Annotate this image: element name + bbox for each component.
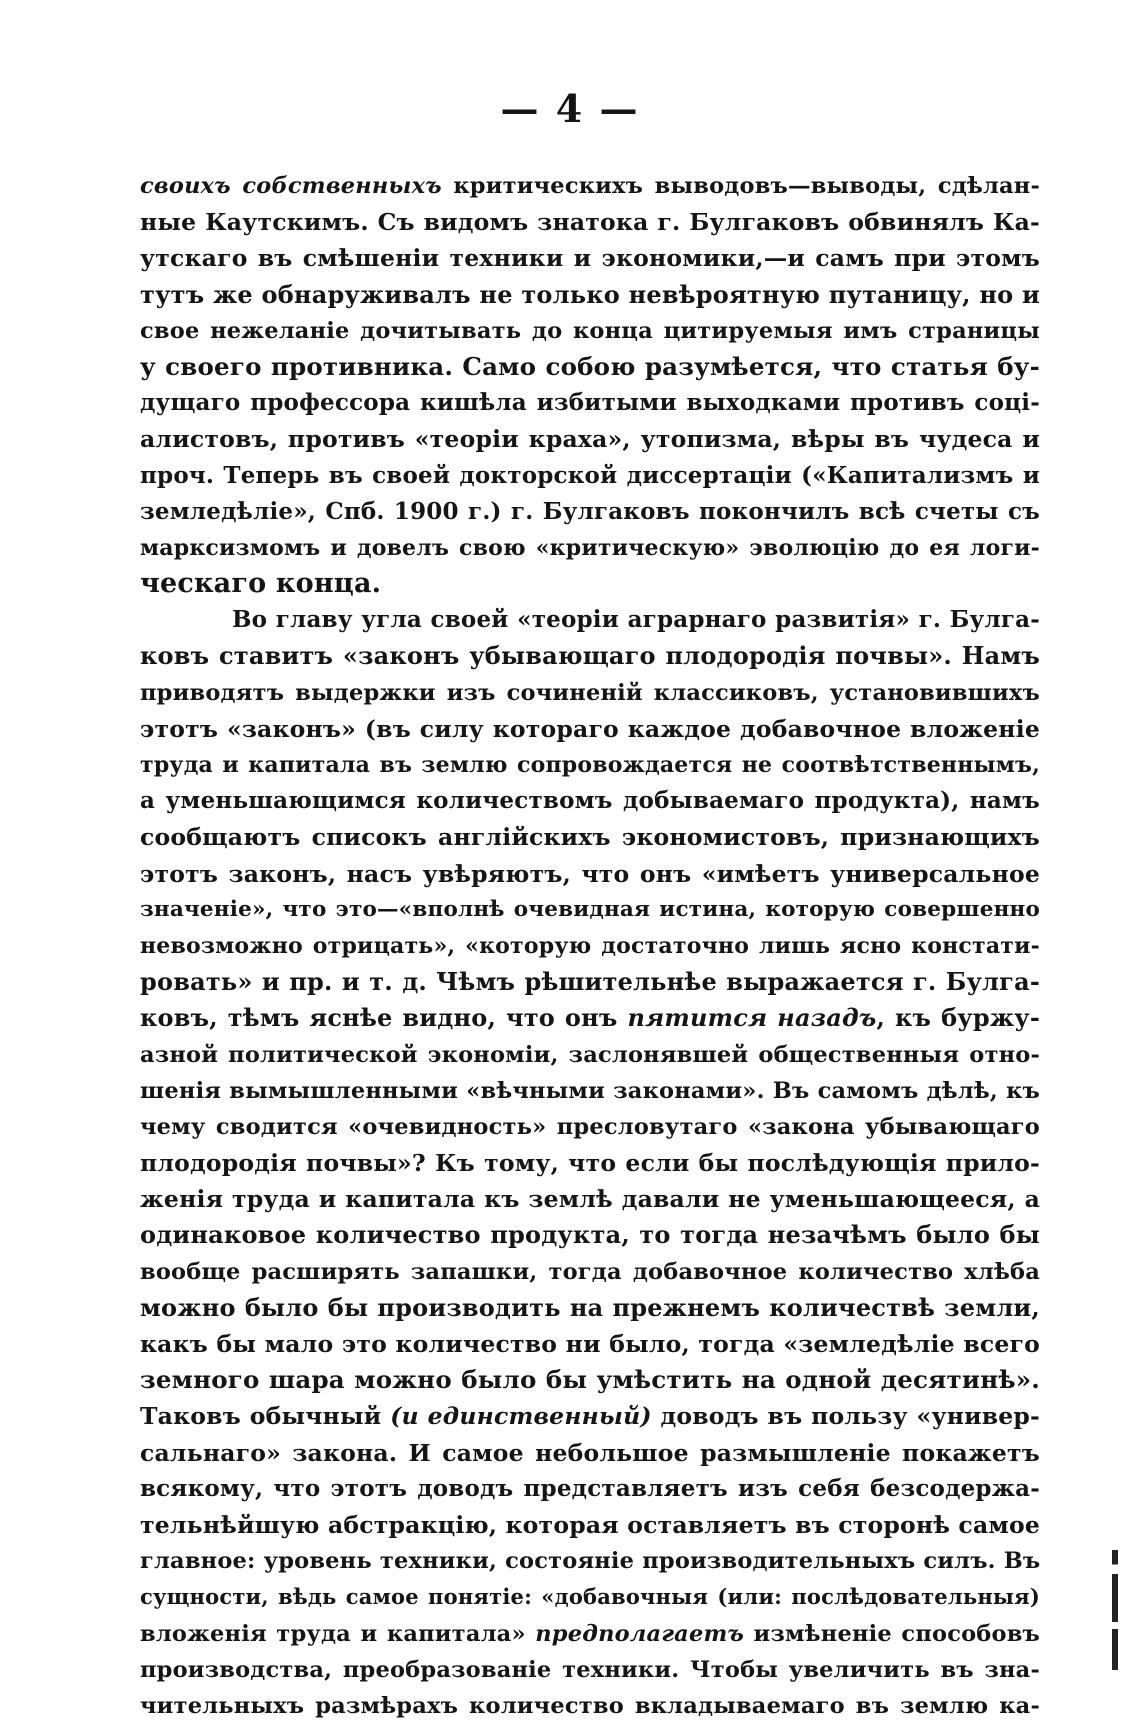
- emphasis: предполагаетъ: [535, 1620, 745, 1647]
- text-line: [140, 1326, 1040, 1362]
- line-text: проч. Теперь въ своей докторской диссертаціи («Капитализмъ и: [140, 461, 1040, 489]
- line-text: чему сводится «очевидность» пресловутаго «закона убывающаго: [140, 1113, 1040, 1140]
- line-text: ческаго конца.: [140, 568, 382, 600]
- scan-edge-mark: [1112, 1550, 1118, 1670]
- line-text: всякому, что этотъ доводъ представляетъ изъ себя безсодержа-: [140, 1474, 1040, 1502]
- emphasis: (и единственный): [390, 1402, 652, 1431]
- text-line: [140, 1290, 1040, 1326]
- text-line: [140, 566, 1040, 602]
- text-line: [140, 638, 1040, 674]
- line-text: у своего противника. Само собою разумѣется, что статья бу-: [140, 351, 1040, 381]
- line-text: земледѣліе», Спб. 1900 г.) г. Булгаковъ покончилъ всѣ счеты съ: [140, 497, 1040, 525]
- page-number: — 4 —: [500, 86, 640, 131]
- line-text: Таковъ обычный: [140, 1402, 391, 1431]
- line-text: марксизмомъ и довелъ свою «критическую» эволюцію до ея логи-: [140, 534, 1040, 561]
- text-line: [140, 1543, 1040, 1579]
- line-text: этотъ законъ, насъ увѣряютъ, что онъ «имѣетъ универсальное: [140, 859, 1040, 888]
- line-text: этотъ «законъ» (въ силу котораго каждое добавочное вложеніе: [140, 714, 1040, 743]
- text-line: [140, 1109, 1040, 1145]
- line-text: Во главу угла своей «теоріи аграрнаго развитія» г. Булга-: [232, 606, 1040, 634]
- line-text: плодородія почвы»? Къ тому, что если бы послѣдующія прило-: [140, 1149, 1040, 1178]
- line-text: доводъ въ пользу «универ-: [651, 1402, 1040, 1431]
- line-text: ковъ ставитъ «законъ убывающаго плодородія почвы». Намъ: [140, 641, 1040, 671]
- text-line: [140, 530, 1040, 566]
- text-line: [140, 1398, 1040, 1434]
- line-text: труда и капитала въ землю сопровождается не соотвѣтственнымъ,: [140, 752, 1040, 778]
- text-line: [140, 1000, 1040, 1036]
- text-line: [140, 1254, 1040, 1290]
- line-text: тельнѣйшую абстракцію, которая оставляетъ въ сторонѣ самое: [140, 1510, 1040, 1539]
- line-text: алистовъ, противъ «теоріи краха», утопизма, вѣры въ чудеса и: [140, 425, 1040, 454]
- line-text: измѣненіе способовъ: [744, 1620, 1040, 1647]
- text-line: [140, 675, 1040, 711]
- text-line: [140, 1507, 1040, 1543]
- text-line: [140, 892, 1040, 928]
- line-text: вложенія труда и капитала»: [140, 1620, 536, 1647]
- line-text: сальнаго» закона. И самое небольшое размышленіе покажетъ: [140, 1438, 1040, 1467]
- text-line: [140, 1181, 1040, 1217]
- line-text: , къ буржу-: [876, 1003, 1040, 1033]
- line-text: вообще расширять запашки, тогда добавочное количество хлѣба: [140, 1258, 1040, 1285]
- text-line: [140, 313, 1040, 349]
- line-text: одинаковое количество продукта, то тогда незачѣмъ было бы: [140, 1220, 1040, 1250]
- line-text: можно было бы производить на прежнемъ количествѣ земли,: [140, 1292, 1040, 1322]
- body-text: [140, 168, 1040, 1724]
- line-text: утскаго въ смѣшеніи техники и экономики,—и самъ при этомъ: [140, 244, 1040, 273]
- text-line: [140, 385, 1040, 421]
- line-text: а уменьшающимся количествомъ добываемаго продукта), намъ: [140, 787, 1040, 815]
- text-line: [140, 349, 1040, 385]
- line-text: свое нежеланіе дочитывать до конца цитируемыя имъ страницы: [140, 317, 1040, 344]
- text-line: [140, 1217, 1040, 1253]
- line-text: сообщаютъ списокъ англійскихъ экономистовъ, признающихъ: [140, 823, 1040, 852]
- text-line: [140, 783, 1040, 819]
- line-text: дущаго профессора кишѣла избитыми выходками противъ соці-: [140, 389, 1040, 417]
- line-text: ные Каутскимъ. Съ видомъ знатока г. Булгаковъ обвинялъ Ка-: [140, 208, 1040, 237]
- line-text: производства, преобразованіе техники. Чтобы увеличить въ зна-: [140, 1656, 1040, 1683]
- emphasis: своихъ собственныхъ: [140, 173, 442, 199]
- line-text: шенія вымышленными «вѣчными законами». Въ самомъ дѣлѣ, къ: [140, 1077, 1040, 1104]
- text-line: [140, 964, 1040, 1000]
- line-text: невозможно отрицать», «которую достаточно лишь ясно констати-: [140, 932, 1040, 959]
- text-line: [140, 928, 1040, 964]
- text-line: [140, 421, 1040, 457]
- line-text: приводятъ выдержки изъ сочиненій классиковъ, установившихъ: [140, 679, 1040, 706]
- text-line: [140, 1362, 1040, 1398]
- text-line: [140, 711, 1040, 747]
- emphasis: пятится назадъ: [627, 1003, 877, 1033]
- text-line: [140, 747, 1040, 783]
- text-line: [140, 856, 1040, 892]
- text-line: [140, 204, 1040, 240]
- text-line: [140, 277, 1040, 313]
- line-text: ковъ, тѣмъ яснѣе видно, что онъ: [140, 1003, 628, 1033]
- line-text: тутъ же обнаруживалъ не только невѣроятную путаницу, но и: [140, 279, 1040, 309]
- line-text: ровать» и пр. и т. д. Чѣмъ рѣшительнѣе выражается г. Булга-: [140, 967, 1040, 997]
- line-text: значеніе», что это—«вполнѣ очевидная истина, которую совершенно: [140, 896, 1040, 922]
- text-line: [140, 168, 1040, 204]
- text-line: [140, 819, 1040, 855]
- line-text: главное: уровень техники, состояніе производительныхъ силъ. Въ: [140, 1548, 1040, 1575]
- text-line: [140, 1037, 1040, 1073]
- text-line: [140, 1688, 1040, 1724]
- text-line: [140, 1073, 1040, 1109]
- text-line: [140, 458, 1040, 494]
- line-text: азной политической экономіи, заслонявшей общественныя отно-: [140, 1041, 1040, 1068]
- line-text: земного шара можно было бы умѣстить на одной десятинѣ».: [140, 1365, 1040, 1395]
- line-text: критическихъ выводовъ—выводы, сдѣлан-: [441, 173, 1040, 199]
- paragraph-start-line: [140, 602, 1040, 638]
- text-line: [140, 494, 1040, 530]
- line-text: чительныхъ размѣрахъ количество вкладываемаго въ землю ка-: [140, 1692, 1040, 1719]
- text-line: [140, 240, 1040, 276]
- text-line: [140, 1145, 1040, 1181]
- text-line: [140, 1652, 1040, 1688]
- line-text: женія труда и капитала къ землѣ давали не уменьшающееся, а: [140, 1185, 1040, 1214]
- text-line: [140, 1471, 1040, 1507]
- text-line: [140, 1579, 1040, 1615]
- text-line: [140, 1616, 1040, 1652]
- line-text: какъ бы мало это количество ни было, тогда «земледѣліе всего: [140, 1330, 1040, 1358]
- text-line: [140, 1435, 1040, 1471]
- line-text: сущности, вѣдь самое понятіе: «добавочныя (или: послѣдовательныя): [140, 1584, 1040, 1610]
